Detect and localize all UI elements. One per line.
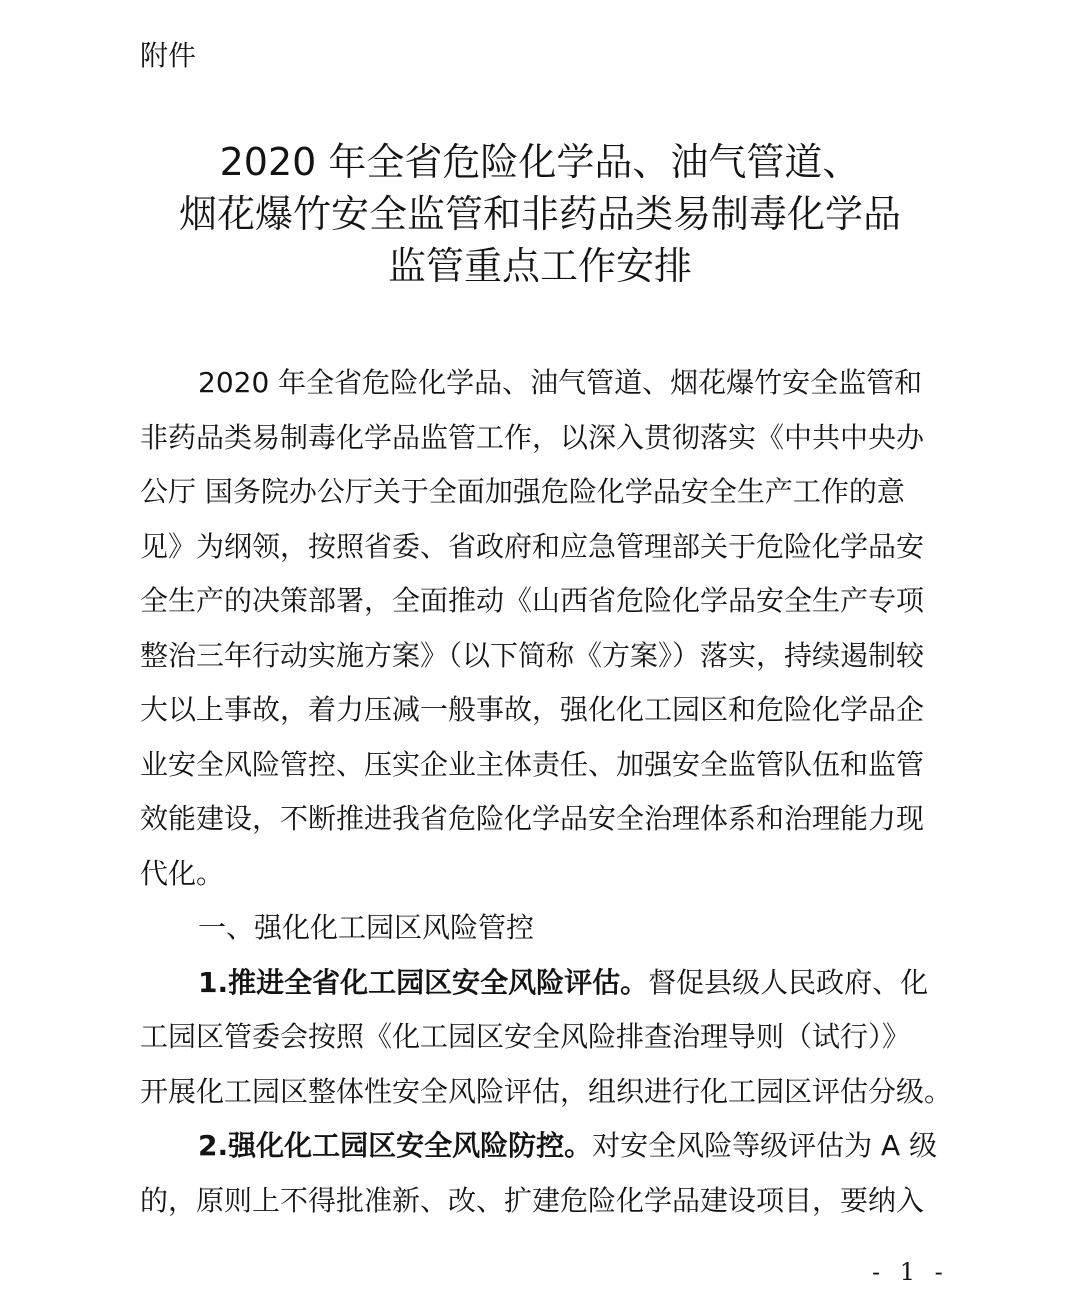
- document-title: [100, 136, 980, 292]
- paragraph-line: 业安全风险管控、压实企业主体责任、加强安全监管队伍和监管: [140, 747, 925, 781]
- document-body: [140, 356, 953, 1228]
- paragraph-line: 大以上事故，着力压减一般事故，强化化工园区和危险化学品企: [140, 693, 925, 726]
- paragraph-line: 全生产的决策部署，全面推动《山西省危险化学品安全生产专项: [140, 584, 925, 617]
- paragraph-line: 的，原则上不得批准新、改、扩建危险化学品建设项目，要纳入: [140, 1183, 925, 1217]
- title-line: 2020 年全省危险化学品、油气管道、: [219, 140, 861, 184]
- item-1-title: 1.推进全省化工园区安全风险评估。: [198, 965, 649, 999]
- item-2-text: 对安全风险等级评估为 A 级: [592, 1129, 938, 1162]
- attachment-label: 附件: [140, 39, 197, 72]
- paragraph-line: 工园区管委会按照《化工园区安全风险排查治理导则（试行）》: [140, 1020, 911, 1053]
- page-number: - 1 -: [872, 1258, 949, 1286]
- paragraph-line: 开展化工园区整体性安全风险评估，组织进行化工园区评估分级。: [140, 1074, 953, 1108]
- section-heading: 一、强化化工园区风险管控: [198, 911, 535, 944]
- item-1-text: 督促县级人民政府、化: [648, 965, 929, 999]
- title-line: 监管重点工作安排: [387, 244, 692, 288]
- paragraph-line: 非药品类易制毒化学品监管工作，以深入贯彻落实《中共中央办: [140, 420, 925, 454]
- paragraph-line: 效能建设，不断推进我省危险化学品安全治理体系和治理能力现: [140, 802, 925, 835]
- item-2-title: 2.强化化工园区安全风险防控。: [198, 1129, 593, 1162]
- paragraph-line: 2020 年全省危险化学品、油气管道、烟花爆竹安全监管和: [198, 366, 923, 399]
- paragraph-line: 代化。: [140, 856, 225, 890]
- paragraph-line: 整治三年行动实施方案》（以下简称《方案》）落实，持续遏制较: [140, 638, 925, 672]
- item-2-first-line: [140, 1119, 950, 1174]
- paragraph-line: 公厅 国务院办公厅关于全面加强危险化学品安全生产工作的意: [140, 475, 905, 508]
- paragraph-line: 见》为纲领，按照省委、省政府和应急管理部关于危险化学品安: [140, 529, 925, 563]
- title-line: 烟花爆竹安全监管和非药品类易制毒化学品: [178, 192, 901, 236]
- item-1-first-line: [140, 956, 950, 1011]
